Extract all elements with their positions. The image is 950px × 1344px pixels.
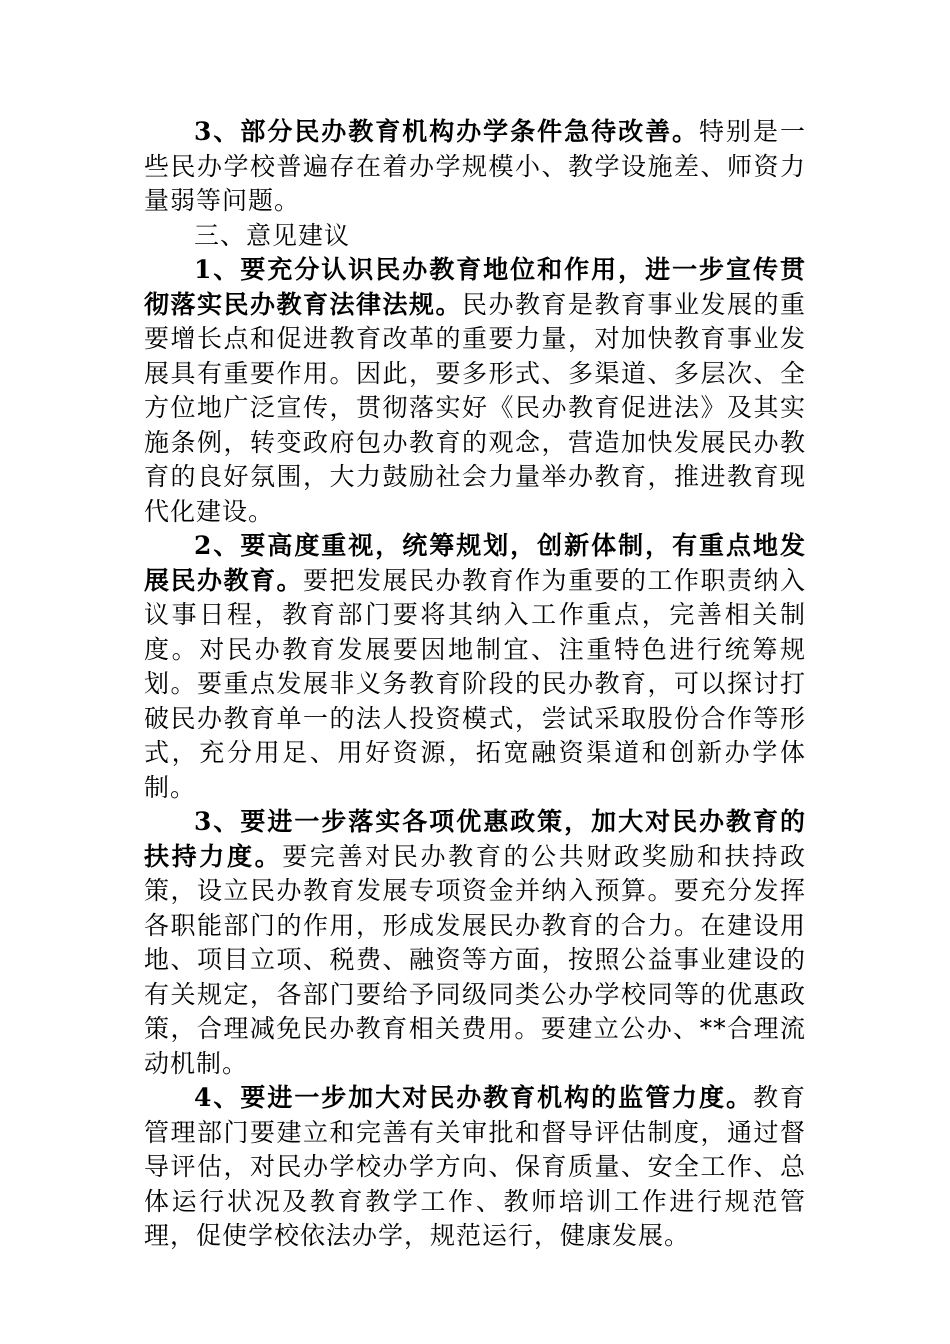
paragraph-body: 教育管理部门要建立和完善有关审批和督导评估制度，通过督导评估，对民办学校办学方向、保育质量、安全工作、总体运行状况及教育教学工作、教师培训工作进行规范管理，促使学校依法办学，规范运行，健康发展。 <box>144 1083 806 1250</box>
paragraph-lead: 3、部分民办教育机构办学条件急待改善。 <box>194 117 700 146</box>
paragraph-lead: 1、要充分认识民办教育地位和作用，进一步宣传贯彻落实民办教育法律法规。 <box>144 255 806 319</box>
paragraph-lead: 2、要高度重视，统筹规划，创新体制，有重点地发展民办教育。 <box>144 531 806 595</box>
paragraph-suggestion-4 <box>144 1081 806 1254</box>
paragraph-body: 特别是一些民办学校普遍存在着办学规模小、教学设施差、师资力量弱等问题。 <box>144 117 806 215</box>
document-page <box>144 115 806 1254</box>
paragraph-body: 民办教育是教育事业发展的重要增长点和促进教育改革的重要力量，对加快教育事业发展具有重要作用。因此，要多形式、多渠道、多层次、全方位地广泛宣传，贯彻落实好《民办教育促进法》及其实施条例，转变政府包办教育的观念，营造加快发展民办教育的良好氛围，大力鼓励社会力量举办教育，推进教育现代化建设。 <box>144 289 806 526</box>
paragraph-body: 要完善对民办教育的公共财政奖励和扶持政策，设立民办教育发展专项资金并纳入预算。要充分发挥各职能部门的作用，形成发展民办教育的合力。在建设用地、项目立项、税费、融资等方面，按照公益事业建设的有关规定，各部门要给予同级同类公办学校同等的优惠政策，合理减免民办教育相关费用。要建立公办、**合理流动机制。 <box>144 841 806 1078</box>
section-heading: 三、意见建议 <box>194 220 351 250</box>
paragraph-facility-issue <box>144 115 806 219</box>
paragraph-suggestion-2 <box>144 529 806 805</box>
paragraph-suggestion-3 <box>144 805 806 1081</box>
paragraph-lead: 4、要进一步加大对民办教育机构的监管力度。 <box>194 1083 753 1112</box>
paragraph-suggestion-1 <box>144 253 806 529</box>
paragraph-lead: 3、要进一步落实各项优惠政策，加大对民办教育的扶持力度。 <box>144 807 806 871</box>
paragraph-body: 要把发展民办教育作为重要的工作职责纳入议事日程，教育部门要将其纳入工作重点，完善相关制度。对民办教育发展要因地制宜、注重特色进行统筹规划。要重点发展非义务教育阶段的民办教育，可以探讨打破民办教育单一的法人投资模式，尝试采取股份合作等形式，充分用足、用好资源，拓宽融资渠道和创新办学体制。 <box>144 565 806 802</box>
